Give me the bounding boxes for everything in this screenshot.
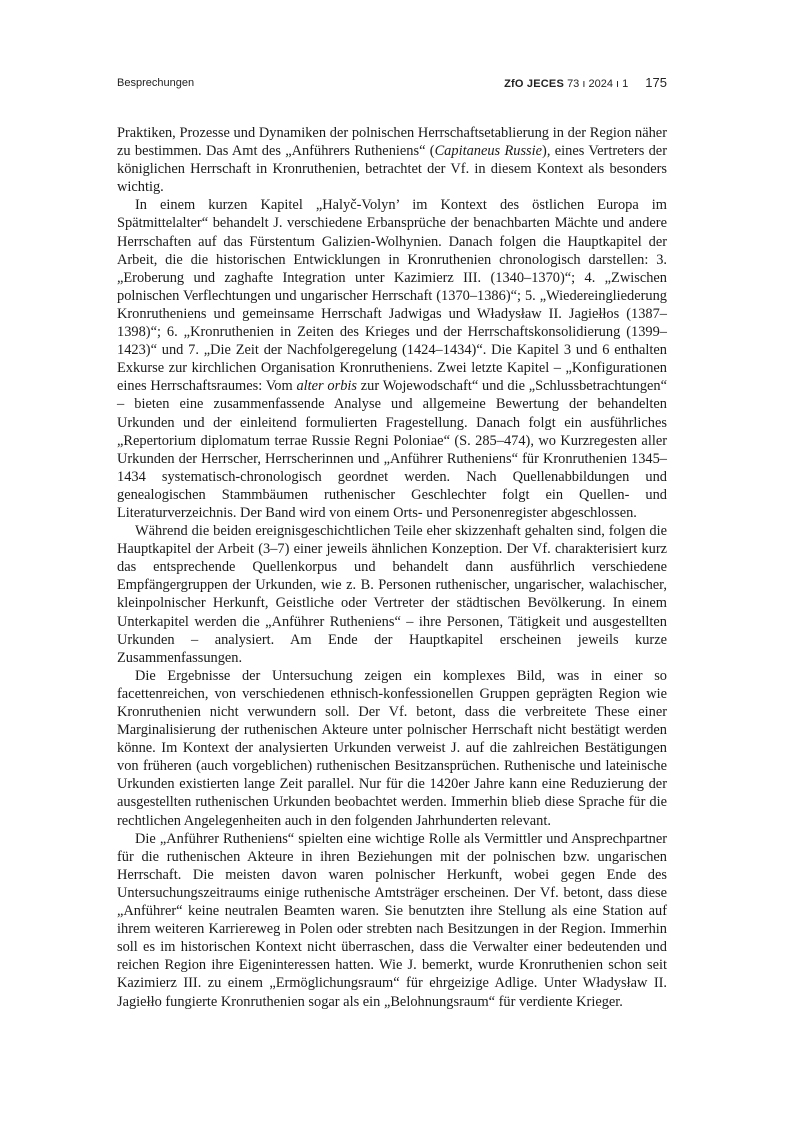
- running-header: [117, 75, 667, 95]
- paragraph-text: In einem kurzen Kapitel „Halyč-Volyn’ im Kontext des östlichen Europa im Spätmittelalter“ behandelt J. verschiedene Erbansprüche der benachbarten Mächte und andere Herrschaften auf das Fürstentum Galizien-Wolhynien. Danach folgen die Hauptkapitel der Arbeit, die die historischen Entwicklungen in Kronruthenien chronologisch darstellen: 3. „Eroberung und zaghafte Integration unter Kazimierz III. (1340–1370)“; 4. „Zwischen polnischen Verflechtungen und ungarischer Herrschaft (1370–1386)“; 5. „Wiedereingliederung Kronrutheniens und gemeinsame Herrschaft Jadwigas und Władysław II. Jagiełłos (1387–1398)“; 6. „Kronruthenien in Zeiten des Krieges und der Herrschaftskonsolidierung (1399–1423)“ und 7. „Die Zeit der Nachfolgeregelung (1424–1434)“. Die Kapitel 3 und 6 enthalten Exkurse zur kirchlichen Organisation Kronrutheniens. Zwei letzte Kapitel – „Konfigurationen eines Herrschaftsraumes: Vom: [117, 197, 667, 395]
- italic-text: Capitaneus Russie: [434, 143, 543, 160]
- paragraph-text: zur Wojewodschaft“ und die „Schlussbetrachtungen“ – bieten eine zusammenfassende Analyse und allgemeine Bewertung der behandelten Urkunden und der einleitend formulierten Fragestellung. Danach folgt ein ausführliches „Repertorium diplomatum terrae Russie Regni Poloniae“ (S. 285–474), wo Kurzregesten aller Urkunden der Herrscher, Herrscherinnen und „Anführer Rutheniens“ für Kronruthenien 1345–1434 systematisch-chronologisch geordnet werden. Nach Quellenabbildungen und genealogischen Stammbäumen ruthenischer Geschlechter folgt ein Quellen- und Literaturverzeichnis. Der Band wird von einem Orts- und Personenregister abgeschlossen.: [117, 378, 668, 521]
- italic-text: alter orbis: [296, 378, 358, 395]
- paragraph: [117, 124, 667, 196]
- paragraph: [117, 196, 667, 522]
- section-title: Besprechungen: [117, 77, 195, 89]
- paragraph-text: Die Ergebnisse der Untersuchung zeigen ein komplexes Bild, was in einer so facettenreichen, von verschiedenen ethnisch-konfessionellen Gruppen geprägten Region wie Kronruthenien nicht verwundern soll. Der Vf. betont, dass die verbreitete These einer Marginalisierung der ruthenischen Akteure unter polnischer Herrschaft nicht bestätigt werden könne. Im Kontext der analysierten Urkunden verweist J. auf die zahlreichen Bestätigungen von früheren (auch vorgeblichen) ruthenischen Besitzansprüchen. Ruthenische und lateinische Urkunden existierten lange Zeit parallel. Nur für die 1420er Jahre kann eine Reduzierung der ausgestellten ruthenischen Urkunden beobachtet werden. Immerhin blieb diese Sprache für die rechtlichen Angelegenheiten auch in den folgenden Jahrhunderten relevant.: [117, 667, 667, 829]
- paragraph: [117, 667, 667, 830]
- paragraph-text: Die „Anführer Rutheniens“ spielten eine wichtige Rolle als Vermittler und Ansprechpartner für die ruthenischen Akteure in ihren Beziehungen mit der polnischen bzw. ungarischen Herrschaft. Die meisten davon waren polnischer Herkunft, wobei gegen Ende des Untersuchungszeitraums einige ruthenische Amtsträger erscheinen. Der Vf. betont, dass diese „Anführer“ keine neutralen Beamten waren. Sie benutzten ihre Stellung als eine Station auf ihrem weiteren Karriereweg in Polen oder strebten nach Besitzungen in der Region. Immerhin soll es im historischen Kontext nicht überraschen, dass die Verwalter einer bedeutenden und reichen Region ihre Eigeninteressen hatten. Wie J. bemerkt, wurde Kronruthenien schon seit Kazimierz III. zu einem „Ermöglichungsraum“ für ehrgeizige Adlige. Unter Władysław II. Jagiełło fungierte Kronruthenien sogar als ein „Belohnungsraum“ für verdiente Krieger.: [117, 830, 667, 1010]
- volume-issue: 73 ı 2024 ı 1: [567, 78, 629, 90]
- paragraph-text: Praktiken, Prozesse und Dynamiken der polnischen Herrschaftsetablierung in der Region näher zu bestimmen. Das Amt des „Anführers Rutheniens“ (: [117, 125, 667, 160]
- page-number: 175: [645, 75, 667, 90]
- article-body: [117, 124, 667, 1011]
- paragraph: [117, 830, 667, 1011]
- paragraph-text: Während die beiden ereignisgeschichtlichen Teile eher skizzenhaft gehalten sind, folgen die Hauptkapitel der Arbeit (3–7) einer jeweils ähnlichen Konzeption. Der Vf. charakterisiert kurz das entsprechende Quellenkorpus und behandelt dann ausführlich verschiedene Empfängergruppen der Urkunden, wie z. B. Personen ruthenischer, ungarischer, walachischer, kleinpolnischer Herkunft, Geistliche oder Vertreter der städtischen Bevölkerung. In einem Unterkapitel werden die „Anführer Rutheniens“ – ihre Personen, Tätigkeit und ausgestellten Urkunden – analysiert. Am Ende der Hauptkapitel erscheinen jeweils kurze Zusammenfassungen.: [117, 523, 667, 666]
- paragraph: [117, 522, 667, 667]
- journal-name: ZfO JECES: [504, 78, 564, 90]
- journal-info: [504, 75, 667, 90]
- paragraph-text: ), eines Vertreters der königlichen Herrschaft in Kronruthenien, betrachtet der Vf. in diesem Kontext als besonders wichtig.: [117, 143, 667, 196]
